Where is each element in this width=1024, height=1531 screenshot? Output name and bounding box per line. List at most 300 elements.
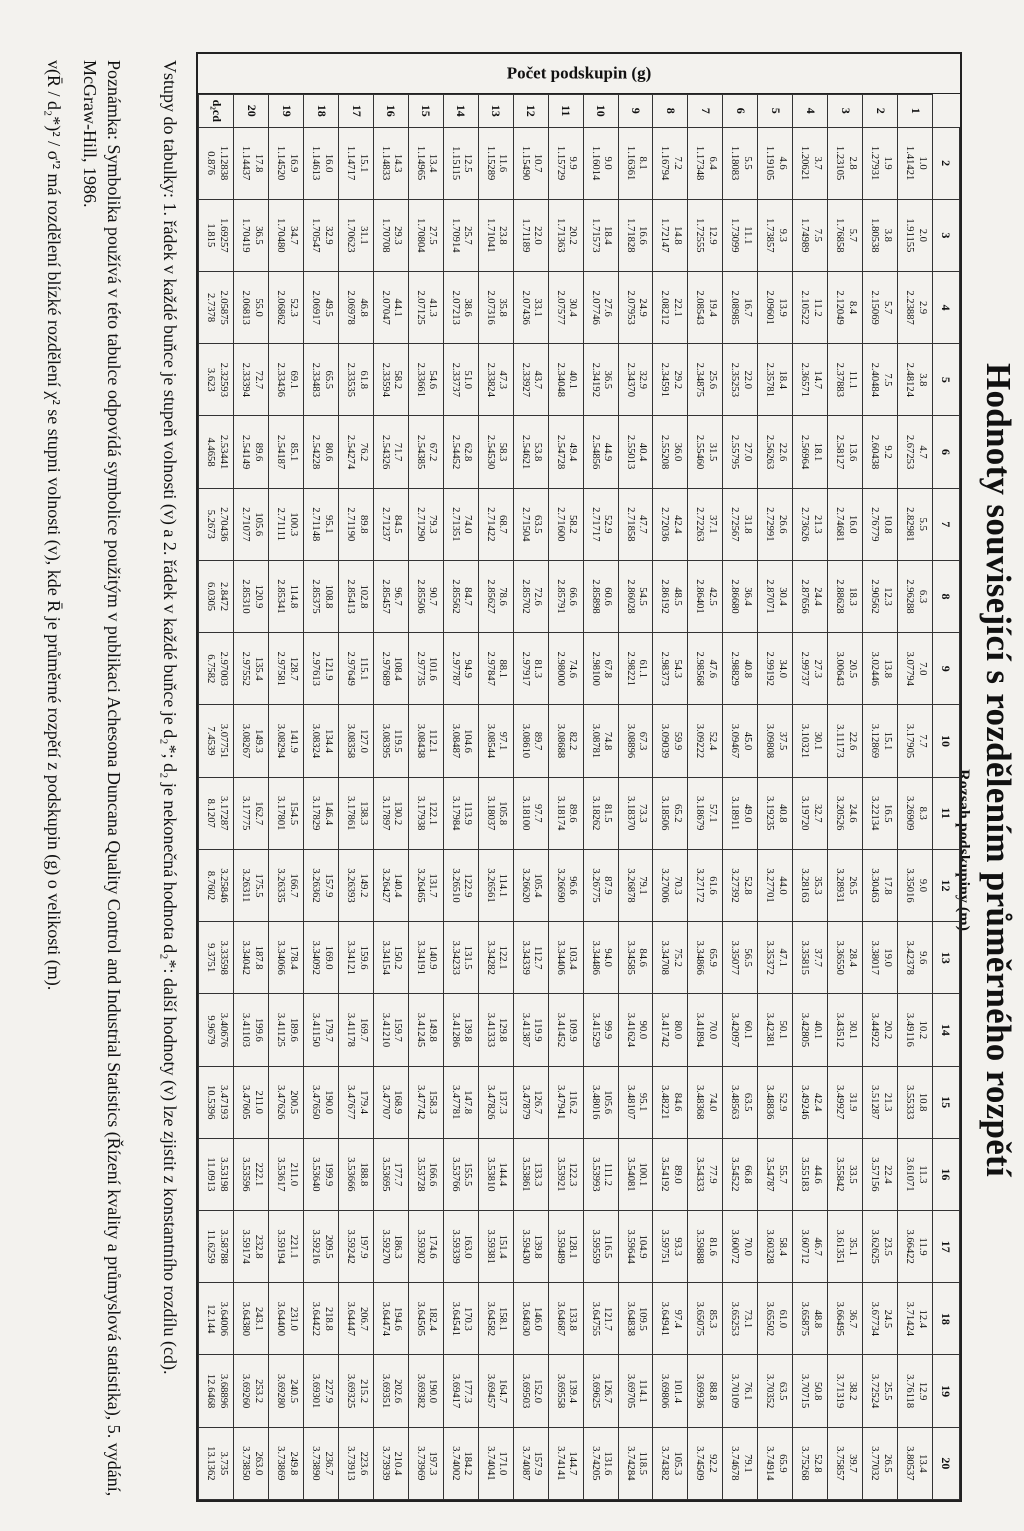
cell-d2-star: 2.54856 <box>589 434 601 470</box>
cell-d2-star: 2.33535 <box>345 362 357 398</box>
table-cell <box>863 633 898 705</box>
row-header-g: 11 <box>548 95 583 128</box>
table-cell <box>548 1283 583 1355</box>
table-cell <box>863 1427 898 1499</box>
table-cell-d2-cd <box>199 1427 234 1499</box>
cell-d2-star: 2.07125 <box>414 290 426 325</box>
cell-d2-star: 2.08212 <box>659 290 671 325</box>
table-cell <box>234 344 269 416</box>
cell-degrees-of-freedom: 263.0 <box>252 1451 264 1476</box>
table-cell <box>758 922 793 994</box>
cell-degrees-of-freedom: 114.1 <box>497 873 509 898</box>
table-cell <box>374 777 409 849</box>
cell-d2-star: 2.60438 <box>869 434 881 470</box>
table-cell <box>618 705 653 777</box>
cell-degrees-of-freedom: 18.3 <box>846 587 858 606</box>
column-group-header: Rozsah podskupiny (m) <box>955 769 972 931</box>
table-cell <box>513 1427 548 1499</box>
cell-degrees-of-freedom: 126.7 <box>532 1090 544 1115</box>
cell-degrees-of-freedom: 11.3 <box>916 1165 928 1184</box>
cell-degrees-of-freedom: 50.1 <box>776 1020 788 1040</box>
cell-degrees-of-freedom: 66.6 <box>567 587 579 606</box>
table-cell <box>688 416 723 488</box>
cell-d2-star: 3.41894 <box>694 1012 706 1048</box>
row-header-g: 2 <box>863 95 898 128</box>
cell-degrees-of-freedom: 184.2 <box>462 1451 474 1476</box>
table-cell <box>653 344 688 416</box>
cell-degrees-of-freedom: 48.5 <box>671 587 683 606</box>
cell-degrees-of-freedom: 7.5 <box>811 228 823 242</box>
cell-degrees-of-freedom: 42.5 <box>706 587 718 606</box>
cell-d2-star: 2.08543 <box>694 290 706 325</box>
table-cell <box>898 199 933 271</box>
cell-d2-star: 3.59339 <box>449 1229 461 1264</box>
cell-d2-star: 1.71041 <box>484 218 496 253</box>
cell-degrees-of-freedom: 200.5 <box>287 1090 299 1115</box>
cell-degrees-of-freedom: 34.0 <box>776 659 788 679</box>
cell-d2-star: 2.71237 <box>379 507 391 542</box>
cell-degrees-of-freedom: 16.0 <box>322 153 334 173</box>
table-cell <box>269 777 304 849</box>
table-cell <box>653 127 688 199</box>
table-cell <box>583 199 618 271</box>
table-cell <box>653 1427 688 1499</box>
table-cell <box>339 922 374 994</box>
cell-degrees-of-freedom: 58.4 <box>776 1237 788 1256</box>
table-cell <box>898 1355 933 1427</box>
row-group-header-label: Počet podskupin (g) <box>506 63 652 83</box>
cell-d2-star: 2.97787 <box>449 651 461 686</box>
table-cell <box>304 1066 339 1138</box>
cell-degrees-of-freedom: 52.8 <box>811 1454 823 1473</box>
cell-degrees-of-freedom: 199.6 <box>252 1018 264 1042</box>
cell-d2-star: 3.27006 <box>659 868 671 903</box>
cell-degrees-of-freedom: 80.0 <box>671 1020 683 1040</box>
table-cell <box>863 1283 898 1355</box>
cell-d2-star: 3.08781 <box>589 723 601 759</box>
cell-degrees-of-freedom: 158.3 <box>427 1090 439 1115</box>
cell-d2-star: 3.55842 <box>834 1157 846 1192</box>
cell-degrees-of-freedom: 78.6 <box>497 587 509 606</box>
cell-d2-star: 1.15729 <box>554 145 566 181</box>
cell-degrees-of-freedom: 44.6 <box>811 1165 823 1184</box>
cell-d2-star: 3.47650 <box>310 1084 322 1120</box>
cell-degrees-of-freedom: 105.4 <box>532 873 544 898</box>
cell-d2-star: 2.97917 <box>519 651 531 686</box>
cell-d2-star: 3.48107 <box>624 1084 636 1120</box>
table-row <box>618 95 653 1500</box>
cell-degrees-of-freedom: 12.3 <box>881 587 893 606</box>
cell-d2-star: 2.54621 <box>519 434 531 470</box>
cell-degrees-of-freedom: 24.5 <box>881 1309 893 1329</box>
cell-d2-star: 3.27701 <box>764 868 776 903</box>
cell-degrees-of-freedom: 154.5 <box>287 801 299 826</box>
cell-degrees-of-freedom: 27.3 <box>811 659 823 679</box>
table-cell <box>339 1355 374 1427</box>
table-cell <box>723 344 758 416</box>
cell-d2-star: 3.73969 <box>414 1446 426 1481</box>
cell-degrees-of-freedom: 9.6 <box>916 951 928 965</box>
table-cell <box>339 416 374 488</box>
table-cell <box>513 344 548 416</box>
cell-d2-star: 2.97581 <box>275 651 287 686</box>
table-cell <box>234 199 269 271</box>
table-cell <box>513 560 548 632</box>
cell-degrees-of-freedom: 4.7 <box>916 445 928 459</box>
cell-d2-star: 3.44922 <box>869 1012 881 1048</box>
cell-d2-star: 3.34233 <box>449 940 461 975</box>
table-cell <box>374 127 409 199</box>
cell-degrees-of-freedom: 65.9 <box>776 1454 788 1473</box>
table-cell <box>758 1355 793 1427</box>
table-cell <box>653 1355 688 1427</box>
table-cell <box>653 705 688 777</box>
cell-d2-star: 2.15069 <box>869 290 881 325</box>
cell-d2-star: 3.73850 <box>240 1446 252 1481</box>
cell-degrees-of-freedom: 61.0 <box>776 1309 788 1329</box>
table-cell <box>234 1355 269 1427</box>
cell-degrees-of-freedom: 30.4 <box>776 587 788 606</box>
table-cell <box>513 1355 548 1427</box>
table-cell <box>304 777 339 849</box>
cell-d2-star: 1.70480 <box>275 218 287 253</box>
table-cell-d2-cd <box>199 994 234 1066</box>
cell-degrees-of-freedom: 128.7 <box>287 656 299 681</box>
cell-d2-star: 3.69280 <box>275 1373 287 1409</box>
cell-d2-star: 3.26561 <box>484 868 496 903</box>
cell-d2-star: 3.64838 <box>624 1301 636 1337</box>
table-cell <box>548 633 583 705</box>
cell-degrees-of-freedom: 67.8 <box>602 659 614 679</box>
cell-d2-star: 1.18083 <box>729 145 741 181</box>
cell-degrees-of-freedom: 41.3 <box>427 298 439 317</box>
cell-degrees-of-freedom: 14.8 <box>671 226 683 245</box>
table-cell <box>408 1283 443 1355</box>
cell-d2-star: 2.54728 <box>554 434 566 470</box>
cell-degrees-of-freedom: 13.6 <box>846 442 858 462</box>
table-cell <box>548 777 583 849</box>
cell-d2-star: 3.42381 <box>764 1012 776 1048</box>
cell-d2: 3.40676 <box>217 1012 229 1048</box>
cell-d2-star: 3.18262 <box>589 796 601 831</box>
cell-degrees-of-freedom: 9.0 <box>602 156 614 170</box>
table-cell <box>688 849 723 921</box>
cell-degrees-of-freedom: 3.8 <box>881 228 893 242</box>
table-cell-d2-cd <box>199 1138 234 1210</box>
cell-d2-star: 3.53666 <box>345 1157 357 1192</box>
cell-degrees-of-freedom: 141.9 <box>287 729 299 753</box>
cell-d2-star: 3.17829 <box>310 796 322 831</box>
cell-d2-star: 2.72036 <box>659 507 671 542</box>
column-header-m: 3 <box>933 199 960 271</box>
cell-degrees-of-freedom: 179.4 <box>357 1090 369 1115</box>
cell-degrees-of-freedom: 8.4 <box>846 300 858 315</box>
cell-d2-star: 3.71424 <box>904 1301 916 1337</box>
table-cell <box>688 1283 723 1355</box>
cell-d2-star: 2.34591 <box>659 362 671 398</box>
cell-d2-star: 3.08487 <box>449 723 461 759</box>
cell-degrees-of-freedom: 4.6 <box>776 156 788 170</box>
cell-d2-star: 3.08267 <box>240 723 252 759</box>
table-cell <box>304 705 339 777</box>
cell-d2-star: 3.53861 <box>519 1157 531 1192</box>
row-header-g: 14 <box>443 95 478 128</box>
cell-degrees-of-freedom: 54.6 <box>427 370 439 390</box>
cell-d2-star: 1.41421 <box>904 145 916 181</box>
table-cell <box>618 633 653 705</box>
cell-d2-star: 3.27392 <box>729 868 741 903</box>
cell-d2-star: 1.17348 <box>694 145 706 181</box>
cell-d2-star: 2.85627 <box>484 579 496 614</box>
cell-d2-star: 3.60712 <box>799 1229 811 1264</box>
cell-degrees-of-freedom: 119.5 <box>392 729 404 753</box>
cell-degrees-of-freedom: 31.5 <box>706 442 718 462</box>
cell-d2-star: 1.14613 <box>310 145 322 181</box>
cell-degrees-of-freedom: 221.1 <box>287 1234 299 1259</box>
table-cell <box>618 488 653 560</box>
cell-d2-star: 3.18100 <box>519 796 531 831</box>
cell-d2-star: 3.34154 <box>379 940 391 975</box>
cell-degrees-of-freedom: 7.5 <box>881 373 893 387</box>
cell-degrees-of-freedom: 166.6 <box>427 1162 439 1187</box>
cell-degrees-of-freedom: 20.5 <box>846 659 858 679</box>
cell-d2-star: 3.74284 <box>624 1446 636 1481</box>
cell-degrees-of-freedom: 18.1 <box>811 442 823 462</box>
cell-d2-star: 3.08324 <box>310 723 322 759</box>
cell-degrees-of-freedom: 71.7 <box>392 442 404 462</box>
table-cell <box>408 1138 443 1210</box>
table-cell <box>548 1066 583 1138</box>
table-cell <box>898 271 933 343</box>
cell-degrees-of-freedom: 62.8 <box>462 442 474 462</box>
cell-d2-star: 3.67734 <box>869 1301 881 1337</box>
column-header-m: 6 <box>933 416 960 488</box>
cell-cd: 8.1207 <box>205 798 217 828</box>
cell-d2-star: 2.97649 <box>345 651 357 686</box>
cell-degrees-of-freedom: 31.1 <box>357 226 369 245</box>
cell-d2-star: 3.65253 <box>729 1301 741 1337</box>
table-cell <box>339 705 374 777</box>
cell-d2-star: 1.23105 <box>834 145 846 181</box>
cell-d2-star: 2.86401 <box>694 579 706 614</box>
cell-d2-star: 2.72991 <box>764 507 776 542</box>
table-cell <box>793 994 828 1066</box>
cell-d2: 3.33598 <box>217 940 229 975</box>
cell-degrees-of-freedom: 73.1 <box>741 1309 753 1329</box>
cell-degrees-of-freedom: 65.9 <box>706 948 718 967</box>
cell-d2-star: 3.49927 <box>834 1084 846 1120</box>
cell-degrees-of-freedom: 222.1 <box>252 1162 264 1187</box>
cell-d2-star: 3.59751 <box>659 1229 671 1264</box>
table-cell <box>583 271 618 343</box>
cell-d2-star: 2.71504 <box>519 507 531 542</box>
table-cell <box>758 199 793 271</box>
cell-d2-star: 3.69705 <box>624 1373 636 1409</box>
table-cell <box>374 199 409 271</box>
cell-degrees-of-freedom: 74.0 <box>462 515 474 534</box>
table-cell <box>828 1427 863 1499</box>
column-header-m: 10 <box>933 705 960 777</box>
cell-d2-star: 2.85413 <box>345 579 357 614</box>
table-cell <box>443 705 478 777</box>
cell-degrees-of-freedom: 19.0 <box>881 948 893 967</box>
corner-cell <box>933 95 960 128</box>
cell-d2-star: 3.17905 <box>904 723 916 759</box>
cell-d2-star: 3.64941 <box>659 1301 671 1337</box>
cell-d2-star: 3.19235 <box>764 796 776 831</box>
cell-d2-star: 3.53640 <box>310 1157 322 1192</box>
cell-degrees-of-freedom: 108.8 <box>322 584 334 609</box>
table-cell <box>618 1138 653 1210</box>
table-cell <box>374 633 409 705</box>
table-cell <box>234 922 269 994</box>
cell-degrees-of-freedom: 159.7 <box>392 1018 404 1042</box>
cell-d2-star: 3.62625 <box>869 1229 881 1264</box>
table-cell <box>234 1427 269 1499</box>
table-row <box>793 95 828 1500</box>
cell-degrees-of-freedom: 113.9 <box>462 801 474 825</box>
cell-d2-star: 3.10321 <box>799 723 811 759</box>
cell-cd: 1.815 <box>205 223 217 248</box>
cell-degrees-of-freedom: 190.0 <box>322 1090 334 1115</box>
cell-degrees-of-freedom: 63.5 <box>776 1381 788 1401</box>
cell-d2-star: 3.54333 <box>694 1157 706 1192</box>
cell-d2-star: 2.07436 <box>519 290 531 325</box>
column-header-m: 12 <box>933 849 960 921</box>
table-cell <box>548 199 583 271</box>
cell-cd: 5.2673 <box>205 509 217 539</box>
cell-d2-star: 1.70623 <box>345 218 357 253</box>
table-cell <box>898 994 933 1066</box>
row-header-g: 17 <box>339 95 374 128</box>
cell-d2-star: 3.17801 <box>275 796 287 831</box>
table-cell <box>374 271 409 343</box>
table-cell <box>723 127 758 199</box>
cell-d2-star: 3.18679 <box>694 796 706 831</box>
table-cell <box>583 127 618 199</box>
table-cell <box>478 1283 513 1355</box>
cell-degrees-of-freedom: 77.9 <box>706 1165 718 1184</box>
cell-degrees-of-freedom: 101.4 <box>671 1379 683 1404</box>
cell-degrees-of-freedom: 89.7 <box>532 731 544 751</box>
cell-d2-star: 1.71363 <box>554 218 566 253</box>
cell-d2-star: 3.65875 <box>799 1301 811 1337</box>
cell-d2-star: 2.55208 <box>659 434 671 470</box>
cell-degrees-of-freedom: 149.3 <box>252 729 264 753</box>
cell-degrees-of-freedom: 40.4 <box>637 442 649 462</box>
cell-d2-star: 2.07213 <box>449 290 461 325</box>
table-cell <box>408 922 443 994</box>
cell-d2-star: 3.47941 <box>554 1084 566 1120</box>
cell-degrees-of-freedom: 155.5 <box>462 1162 474 1187</box>
table-cell-d2-cd <box>199 922 234 994</box>
column-header-m: 14 <box>933 994 960 1066</box>
table-cell <box>723 488 758 560</box>
cell-d2-star: 3.17861 <box>345 796 357 831</box>
table-cell <box>478 271 513 343</box>
table-cell <box>688 1138 723 1210</box>
cell-d2-star: 2.07577 <box>554 290 566 325</box>
table-cell <box>478 1066 513 1138</box>
column-header-m: 19 <box>933 1355 960 1427</box>
cell-degrees-of-freedom: 99.9 <box>602 1020 614 1040</box>
cell-d2-star: 3.35372 <box>764 940 776 975</box>
table-cell <box>688 560 723 632</box>
cell-degrees-of-freedom: 26.6 <box>776 515 788 534</box>
cell-degrees-of-freedom: 1.0 <box>916 156 928 170</box>
table-cell <box>339 777 374 849</box>
table-cell <box>304 1283 339 1355</box>
cell-degrees-of-freedom: 42.4 <box>671 515 683 534</box>
table-cell <box>374 1138 409 1210</box>
cell-degrees-of-freedom: 51.0 <box>462 370 474 390</box>
table-cell <box>478 1427 513 1499</box>
table-cell <box>618 560 653 632</box>
cell-degrees-of-freedom: 35.8 <box>497 298 509 317</box>
cell-degrees-of-freedom: 12.9 <box>916 1381 928 1401</box>
row-header-g: 7 <box>688 95 723 128</box>
table-cell <box>234 416 269 488</box>
cell-degrees-of-freedom: 17.8 <box>252 153 264 173</box>
table-cell <box>234 1066 269 1138</box>
cell-degrees-of-freedom: 27.5 <box>427 226 439 245</box>
cell-d2-star: 1.14833 <box>379 145 391 181</box>
cell-degrees-of-freedom: 22.1 <box>671 298 683 317</box>
table-row <box>548 95 583 1500</box>
cell-d2-star: 2.85791 <box>554 579 566 614</box>
cell-degrees-of-freedom: 36.4 <box>741 587 753 606</box>
cell-cd: 0.876 <box>205 151 217 176</box>
cell-degrees-of-freedom: 48.8 <box>811 1309 823 1329</box>
cell-d2-star: 2.34048 <box>554 362 566 398</box>
cell-degrees-of-freedom: 96.6 <box>567 876 579 895</box>
cell-degrees-of-freedom: 175.5 <box>252 873 264 898</box>
table-cell <box>304 633 339 705</box>
cell-degrees-of-freedom: 114.8 <box>287 584 299 609</box>
cell-d2: 3.735 <box>217 1451 229 1476</box>
cell-degrees-of-freedom: 15.1 <box>881 731 893 751</box>
table-cell <box>513 994 548 1066</box>
cell-d2-star: 2.86028 <box>624 579 636 614</box>
cell-d2-star: 1.80538 <box>869 218 881 253</box>
cell-d2-star: 2.98000 <box>554 651 566 686</box>
table-cell <box>374 1283 409 1355</box>
column-header-m: 8 <box>933 560 960 632</box>
cell-d2-star: 3.64755 <box>589 1301 601 1337</box>
table-cell <box>408 560 443 632</box>
table-cell <box>863 560 898 632</box>
table-cell <box>723 199 758 271</box>
cell-d2-star: 3.08688 <box>554 723 566 759</box>
cell-degrees-of-freedom: 52.9 <box>776 1092 788 1112</box>
cell-d2-star: 2.74681 <box>834 507 846 542</box>
cell-degrees-of-freedom: 104.6 <box>462 729 474 753</box>
table-cell <box>688 1066 723 1138</box>
cell-d2-star: 1.14520 <box>275 145 287 181</box>
cell-d2-star: 3.47605 <box>240 1084 252 1120</box>
cell-degrees-of-freedom: 20.2 <box>567 226 579 245</box>
cell-d2-star: 1.70547 <box>310 218 322 253</box>
cell-d2-star: 3.34339 <box>519 940 531 975</box>
cell-degrees-of-freedom: 159.6 <box>357 945 369 970</box>
row-header-g: 15 <box>408 95 443 128</box>
cell-d2-star: 1.14717 <box>345 145 357 181</box>
cell-d2-star: 3.26362 <box>310 868 322 903</box>
cell-degrees-of-freedom: 32.7 <box>811 803 823 823</box>
cell-d2-star: 1.73857 <box>764 218 776 253</box>
table-cell <box>688 271 723 343</box>
cell-d2-star: 2.54228 <box>310 434 322 470</box>
